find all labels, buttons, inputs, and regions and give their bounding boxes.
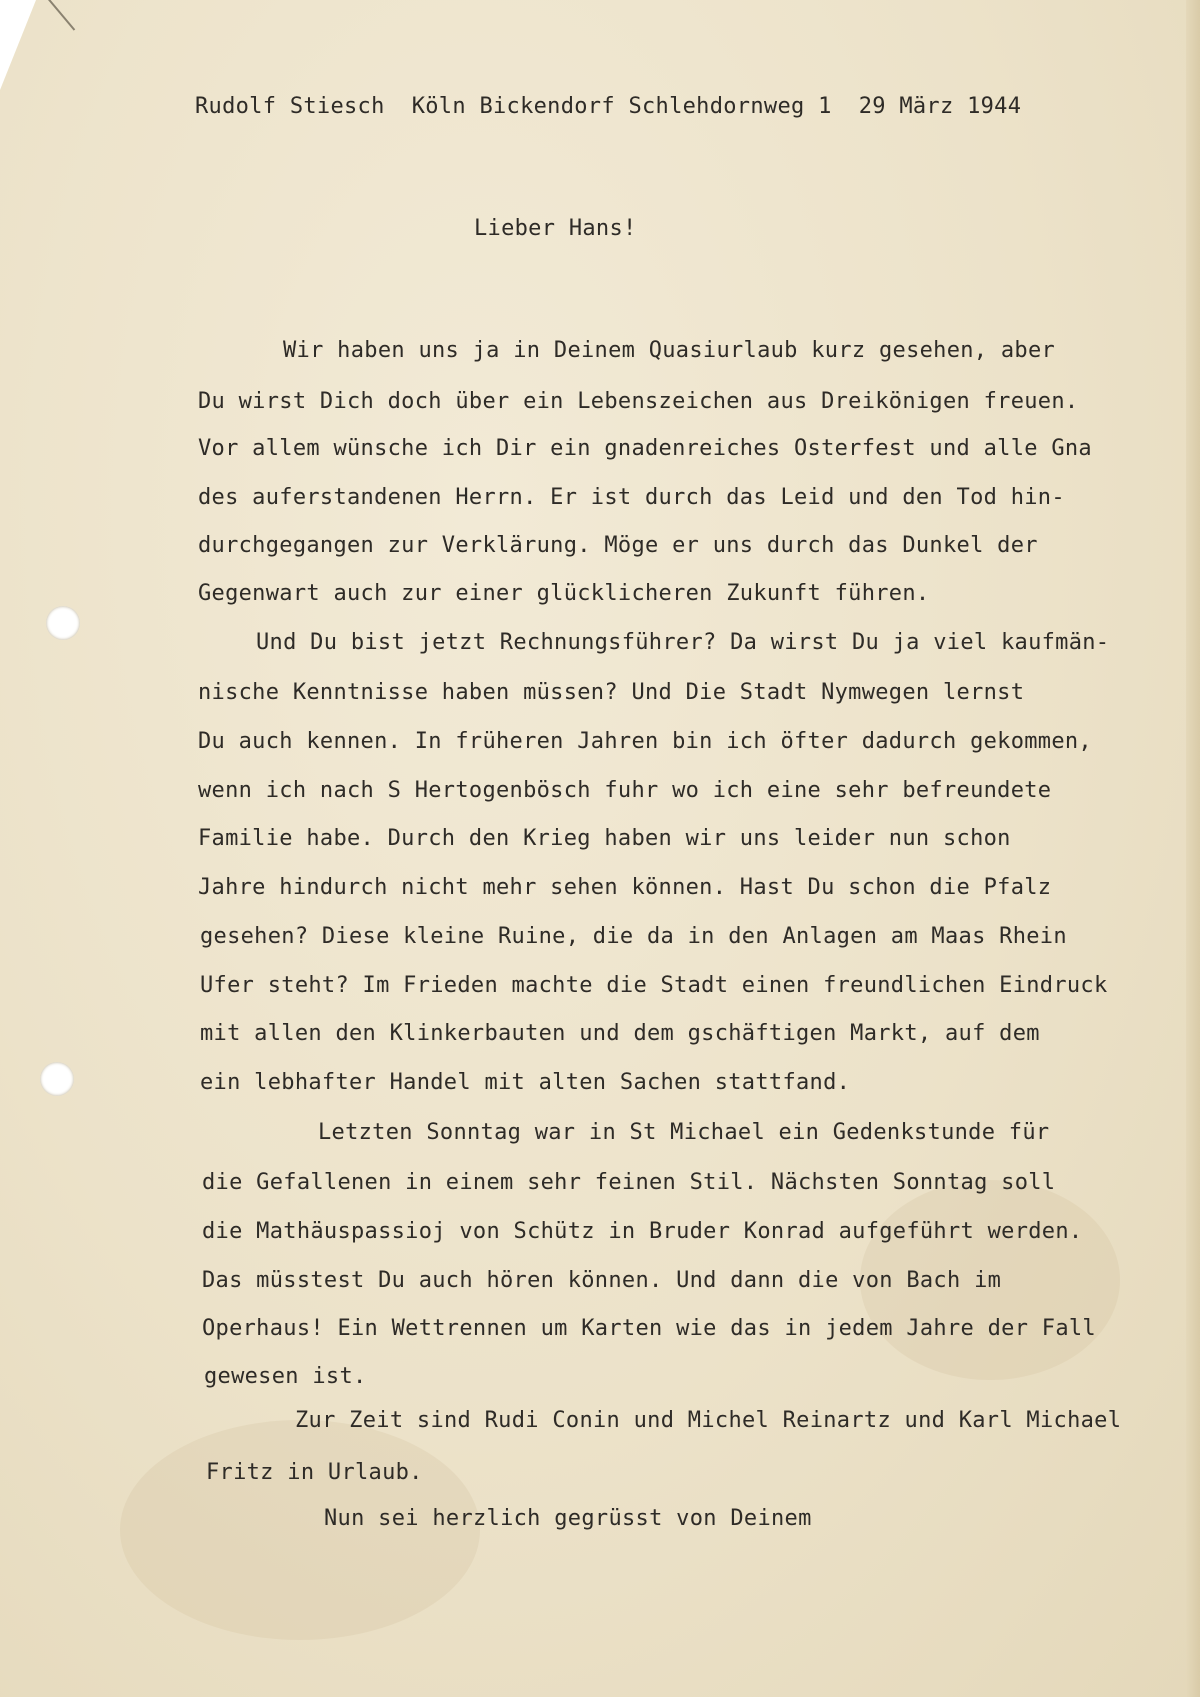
letter-line: Operhaus! Ein Wettrennen um Karten wie das in jedem Jahre der Fall: [202, 1316, 1096, 1341]
letter-line: des auferstandenen Herrn. Er ist durch das Leid und den Tod hin-: [198, 485, 1065, 510]
letter-line: Zur Zeit sind Rudi Conin und Michel Reinartz und Karl Michael: [295, 1408, 1122, 1433]
letter-line: die Mathäuspassioj von Schütz in Bruder Konrad aufgeführt werden.: [202, 1219, 1083, 1244]
letter-line: Gegenwart auch zur einer glücklicheren Zukunft führen.: [198, 581, 930, 606]
punch-hole: [40, 1062, 74, 1096]
letter-line: nische Kenntnisse haben müssen? Und Die Stadt Nymwegen lernst: [198, 680, 1025, 705]
letter-line: Du wirst Dich doch über ein Lebenszeichen aus Dreikönigen freuen.: [198, 389, 1079, 414]
letter-salutation: Lieber Hans!: [474, 216, 637, 241]
letter-line: ein lebhafter Handel mit alten Sachen stattfand.: [200, 1070, 851, 1095]
letter-line: Und Du bist jetzt Rechnungsführer? Da wirst Du ja viel kaufmän-: [256, 630, 1110, 655]
letter-line: Wir haben uns ja in Deinem Quasiurlaub kurz gesehen, aber: [283, 338, 1056, 363]
letter-line: Ufer steht? Im Frieden machte die Stadt einen freundlichen Eindruck: [200, 973, 1108, 998]
letter-line: Letzten Sonntag war in St Michael ein Gedenkstunde für: [318, 1120, 1050, 1145]
letter-line: mit allen den Klinkerbauten und dem gschäftigen Markt, auf dem: [200, 1021, 1040, 1046]
letter-line: Das müsstest Du auch hören können. Und dann die von Bach im: [202, 1268, 1002, 1293]
letter-line: Fritz in Urlaub.: [206, 1460, 423, 1485]
corner-crease: [48, 0, 75, 31]
letter-line: gewesen ist.: [204, 1364, 367, 1389]
paper-edge: [1186, 0, 1200, 1697]
letter-header: Rudolf Stiesch Köln Bickendorf Schlehdornweg 1 29 März 1944: [195, 94, 1022, 119]
letter-line: Du auch kennen. In früheren Jahren bin ich öfter dadurch gekommen,: [198, 729, 1092, 754]
letter-line: gesehen? Diese kleine Ruine, die da in den Anlagen am Maas Rhein: [200, 924, 1067, 949]
letter-line: Vor allem wünsche ich Dir ein gnadenreiches Osterfest und alle Gna: [198, 436, 1092, 461]
letter-line: die Gefallenen in einem sehr feinen Stil. Nächsten Sonntag soll: [202, 1170, 1056, 1195]
letter-line: durchgegangen zur Verklärung. Möge er uns durch das Dunkel der: [198, 533, 1038, 558]
folded-corner: [0, 0, 36, 90]
letter-line: wenn ich nach S Hertogenbösch fuhr wo ich eine sehr befreundete: [198, 778, 1052, 803]
letter-line: Familie habe. Durch den Krieg haben wir uns leider nun schon: [198, 826, 1011, 851]
letter-closing: Nun sei herzlich gegrüsst von Deinem: [324, 1506, 812, 1531]
punch-hole: [46, 606, 80, 640]
letter-line: Jahre hindurch nicht mehr sehen können. Hast Du schon die Pfalz: [198, 875, 1052, 900]
